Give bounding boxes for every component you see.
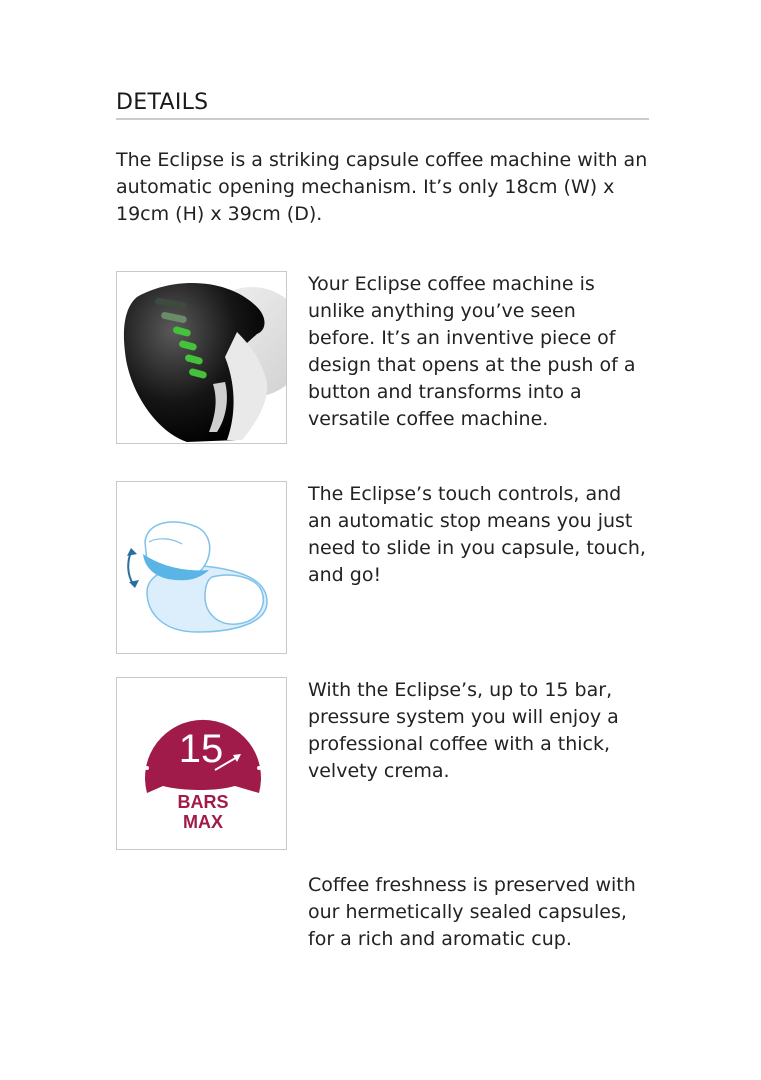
svg-text:15: 15 <box>178 727 224 771</box>
pressure-badge-image <box>116 677 287 850</box>
pressure-gauge-icon <box>117 678 286 849</box>
feature-text-1: Your Eclipse coffee machine is unlike anything you’ve seen before. It’s an inventive piece of design that opens at the push of a button and transforms into a versatile coffee machine. <box>308 273 636 430</box>
details-heading: DETAILS <box>116 90 209 115</box>
feature-text-4: Coffee freshness is preserved with our hermetically sealed capsules, for a rich and aromatic cup. <box>308 874 636 950</box>
opening-lid-image <box>116 481 287 654</box>
opening-lid-icon <box>117 482 286 653</box>
machine-controls-icon <box>117 272 286 443</box>
intro-paragraph: The Eclipse is a striking capsule coffee machine with an automatic opening mechanism. It’s only 18cm (W) x 19cm (H) x 39cm (D). <box>116 149 648 225</box>
svg-text:BARS: BARS <box>177 792 229 812</box>
machine-controls-image <box>116 271 287 444</box>
heading-divider <box>116 118 649 120</box>
feature-text-3: With the Eclipse’s, up to 15 bar, pressure system you will enjoy a professional coffee with a thick, velvety crema. <box>308 679 619 782</box>
svg-text:MAX: MAX <box>183 812 223 832</box>
feature-text-2: The Eclipse’s touch controls, and an automatic stop means you just need to slide in you capsule, touch, and go! <box>308 483 646 586</box>
